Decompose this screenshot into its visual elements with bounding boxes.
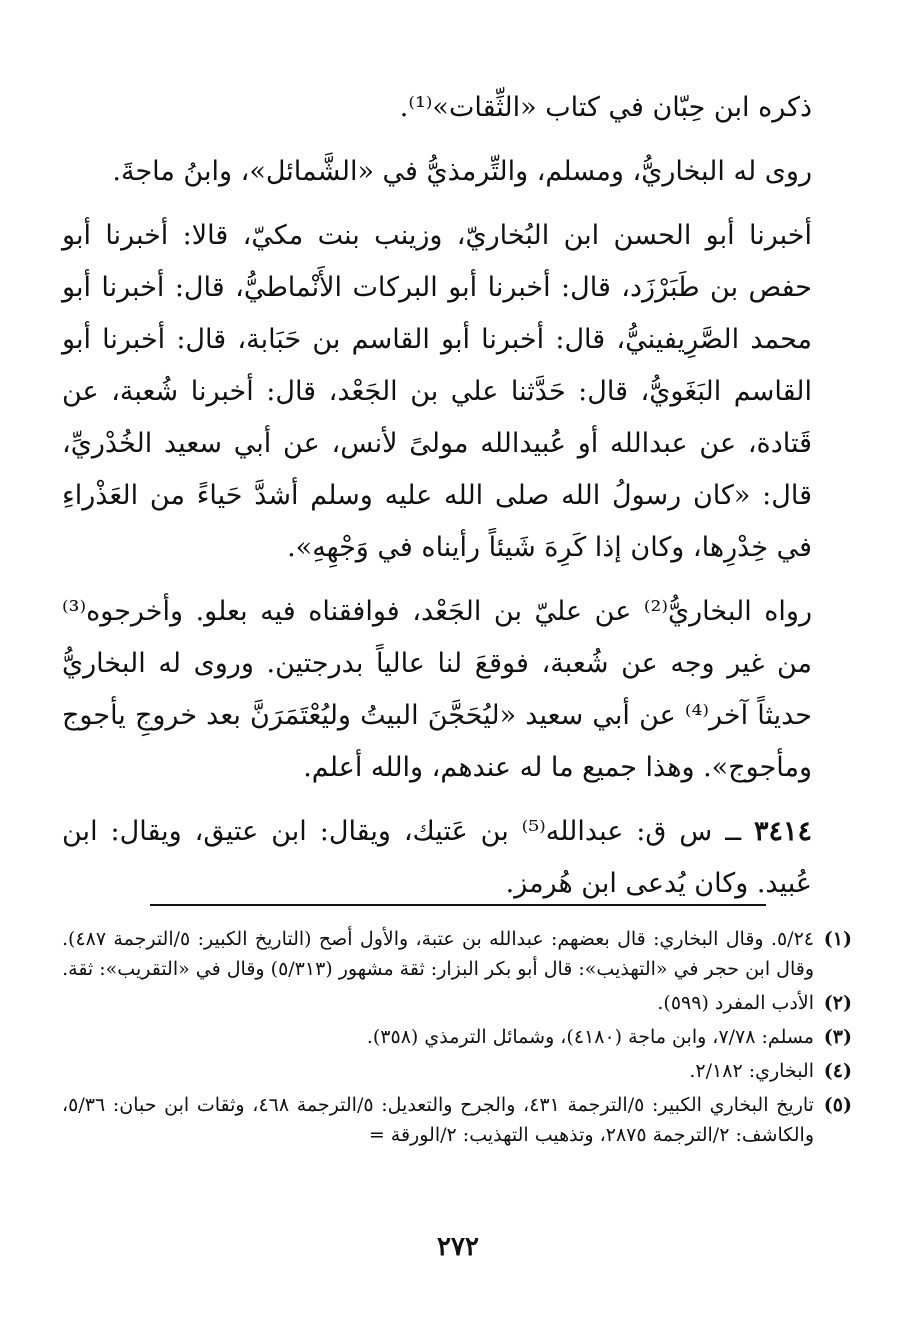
footnote-separator [150,904,766,906]
footnote-text: مسلم: ٧/٧٨، وابن ماجة (٤١٨٠)، وشمائل الترمذي (٣٥٨). [366,1026,814,1048]
footnote-5 [62,1090,852,1150]
footnote-4 [62,1056,852,1086]
footnote-2 [62,988,852,1018]
paragraph-3: أخبرنا أبو الحسن ابن البُخاريّ، وزينب بنت مكيّ، قالا: أخبرنا أبو حفص بن طَبَرْزَد، قال: أخبرنا أبو البركات الأَنْماطيُّ، قال: أخبرنا أبو محمد الصَّرِيفينيُّ، قال: أخبرنا أبو القاسم بن حَبَابة، قال: أخبرنا أبو القاسم البَغَويُّ، قال: حَدَّثنا علي بن الجَعْد، قال: أخبرنا شُعبة، عن قَتادة، عن عبدالله أو عُبيدالله مولىً لأنس، عن أبي سعيد الخُدْريِّ، قال: «كان رسولُ الله صلى الله عليه وسلم أشدَّ حَياءً من العَذْراءِ في خِدْرِها، وكان إذا كَرِهَ شَيئاً رأيناه في وَجْهِهِ». [62,220,812,563]
entry-paragraph [62,806,852,910]
footnote-marker: (٥) [823,1094,852,1116]
footnote-marker: (٤) [823,1060,852,1082]
footnote-text: الأدب المفرد (٥٩٩). [657,992,814,1014]
footnotes [62,924,852,1154]
footnote-marker: (٣) [823,1026,852,1048]
paragraph-4: رواه البخاريُّ⁽²⁾ عن عليّ بن الجَعْد، فوافقناه فيه بعلو. وأخرجوه⁽³⁾ من غير وجه عن شُعبة، فوقعَ لنا عالياً بدرجتين. وروى له البخاريُّ حديثاً آخر⁽⁴⁾ عن أبي سعيد «ليُحَجَّنَ البيتُ وليُعْتَمَرَنَّ بعد خروجِ يأجوج ومأجوج». وهذا جميع ما له عندهم، والله أعلم. [62,596,812,783]
footnote-3 [62,1022,852,1052]
paragraph-1: ذكره ابن حِبّان في كتاب «الثِّقات»⁽¹⁾. [399,92,812,123]
page-number: ٢٧٢ [437,1232,479,1262]
main-text [62,82,852,910]
footnote-text: تاريخ البخاري الكبير: ٥/الترجمة ٤٣١، والجرح والتعديل: ٥/الترجمة ٤٦٨، وثقات ابن حبان: ٥/٣٦، والكاشف: ٢/الترجمة ٢٨٧٥، وتذهيب التهذيب: ٢/الورقة = [62,1094,814,1146]
footnote-1 [62,924,852,984]
footnote-marker: (١) [823,928,852,950]
paragraph-2: روى له البخاريُّ، ومسلم، والتِّرمذيُّ في «الشَّمائل»، وابنُ ماجةَ. [112,156,812,187]
footnote-text: ٥/٢٤. وقال البخاري: قال بعضهم: عبدالله بن عتبة، والأول أصح (التاريخ الكبير: ٥/الترجمة ٤٨٧). وقال ابن حجر في «التهذيب»: قال أبو بكر البزار: ثقة مشهور (٥/٣١٣) وقال في «التقريب»: ثقة. [62,928,814,980]
footnote-marker: (٢) [823,992,852,1014]
entry-text: ــ س ق: عبدالله⁽⁵⁾ بن عَتيك، ويقال: ابن عتيق، ويقال: ابن عُبيد. وكان يُدعى ابن هُرمز. [62,816,812,899]
entry-number: ٣٤١٤ [753,816,812,847]
footnote-text: البخاري: ٢/١٨٢. [689,1060,814,1082]
